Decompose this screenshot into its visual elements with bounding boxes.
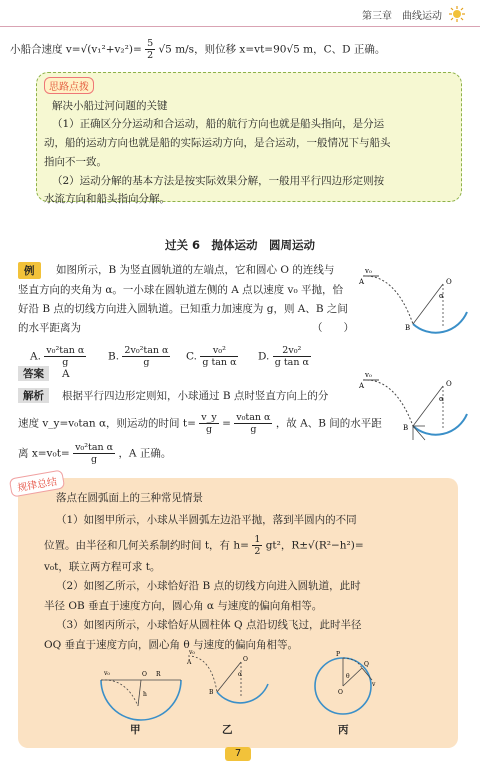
section-title: 过关 6 抛体运动 圆周运动 bbox=[164, 238, 315, 252]
option-a-n: v₀²tan α bbox=[46, 345, 85, 356]
law-p2d: 2 bbox=[254, 546, 261, 557]
option-c-fraction bbox=[200, 345, 238, 368]
option-a bbox=[30, 345, 86, 368]
intro-post: √5 m/s，则位移 x=vt=90√5 m，C、D 正确。 bbox=[158, 43, 386, 56]
law-p4: （2）如图乙所示，小球恰好沿 B 点的切线方向进入圆轨道，此时 bbox=[56, 580, 361, 592]
law-p2n: 1 bbox=[254, 534, 261, 545]
bing-theta-label: θ bbox=[346, 673, 350, 680]
option-d-fraction bbox=[273, 345, 311, 368]
analysis-l2a: 速度 v_y=v₀tan α，则运动的时间 t= bbox=[18, 417, 196, 430]
fig2-b-label: B bbox=[403, 424, 409, 432]
page-number: 7 bbox=[225, 747, 251, 761]
think-p5: （2）运动分解的基本方法是按实际效果分解，一般用平行四边形定则按 bbox=[52, 175, 385, 187]
fig2-o-label: O bbox=[446, 380, 452, 388]
chapter-header: 第三章 曲线运动 bbox=[362, 11, 442, 22]
analysis-frac3 bbox=[73, 442, 115, 465]
answer-value: A bbox=[62, 368, 70, 380]
option-c-d: g tan α bbox=[202, 357, 237, 368]
header-ornament-icon bbox=[448, 5, 466, 23]
think-p1: 解决小船过河问题的关键 bbox=[52, 100, 168, 112]
law-p2 bbox=[44, 534, 444, 557]
option-d-d: g tan α bbox=[274, 357, 309, 368]
fig1-o-label: O bbox=[446, 278, 452, 286]
option-c-label: C. bbox=[186, 350, 197, 363]
analysis-f3n: v₀²tan α bbox=[75, 442, 114, 453]
example-line-2: 竖直方向的夹角为 α。一小球在圆轨道左侧的 A 点以速度 v₀ 平抛，恰 bbox=[18, 284, 344, 296]
analysis-line-1: 根据平行四边形定则知，小球通过 B 点时竖直方向上的分 bbox=[62, 390, 329, 402]
analysis-frac1 bbox=[199, 412, 218, 435]
yi-v0-label: v₀ bbox=[189, 649, 195, 656]
option-a-d: g bbox=[62, 357, 69, 368]
caption-bing: 丙 bbox=[338, 724, 349, 736]
yi-b-label: B bbox=[209, 689, 214, 696]
analysis-figure bbox=[355, 368, 470, 446]
bing-v-label: v bbox=[372, 681, 376, 688]
fig2-a-label: A bbox=[359, 382, 365, 390]
fig2-alpha-label: α bbox=[439, 395, 444, 403]
caption-jia: 甲 bbox=[130, 724, 141, 736]
yi-o-label: O bbox=[243, 656, 248, 663]
intro-line bbox=[10, 38, 385, 61]
yi-alpha-label: α bbox=[238, 671, 243, 678]
think-tag: 思路点拨 bbox=[44, 77, 94, 94]
intro-pre: 小船合速度 v=√(v₁²+v₂²)= bbox=[10, 43, 142, 56]
option-d-n: 2v₀² bbox=[273, 345, 311, 357]
law-p7: OQ 垂直于速度方向，圆心角 θ 与速度的偏向角相等。 bbox=[44, 639, 299, 651]
fig1-v0-label: v₀ bbox=[365, 267, 372, 275]
analysis-f1n: v_y bbox=[201, 412, 217, 423]
think-p4: 指向不一致。 bbox=[44, 156, 107, 168]
option-b-d: g bbox=[143, 357, 150, 368]
example-line-1: 如图所示，B 为竖直圆轨道的左端点，它和圆心 O 的连线与 bbox=[56, 264, 335, 276]
bing-q-label: Q bbox=[364, 661, 369, 668]
option-d-label: D. bbox=[258, 350, 270, 363]
law-p2-fraction bbox=[252, 534, 262, 557]
law-p3: v₀t，联立两方程可求 t。 bbox=[44, 561, 161, 573]
intro-frac-d: 2 bbox=[147, 50, 154, 61]
option-c bbox=[186, 345, 238, 368]
think-p3: 动，船的运动方向也就是船的实际运动方向，是合运动，一般情况下与船头 bbox=[44, 137, 391, 149]
analysis-l3a: 离 x=v₀t= bbox=[18, 447, 70, 460]
intro-fraction bbox=[145, 38, 155, 61]
analysis-l2b: ，故 A、B 间的水平距 bbox=[275, 417, 382, 430]
law-p0: 落点在圆弧面上的三种常见情景 bbox=[56, 492, 203, 504]
analysis-f2d: g bbox=[250, 424, 257, 435]
fig2-v0-label: v₀ bbox=[365, 371, 372, 379]
analysis-eq: = bbox=[222, 417, 231, 430]
caption-yi: 乙 bbox=[222, 724, 233, 736]
example-tag: 例 bbox=[18, 262, 41, 279]
option-d bbox=[258, 345, 311, 368]
option-a-label: A. bbox=[30, 350, 41, 363]
fig1-b-label: B bbox=[405, 324, 411, 332]
example-line-4: 的水平距离为 bbox=[18, 322, 81, 334]
fig1-a-label: A bbox=[359, 278, 365, 286]
law-p2a: 位置。由半径和几何关系制约时间 t，有 h= bbox=[44, 539, 249, 552]
figure-yi bbox=[183, 648, 273, 716]
example-line-3: 好沿 B 点的切线方向进入圆轨道。已知重力加速度为 g，则 A、B 之间 bbox=[18, 303, 348, 315]
analysis-frac2 bbox=[234, 412, 272, 435]
analysis-line-2 bbox=[18, 412, 382, 435]
fig1-alpha-label: α bbox=[439, 292, 444, 300]
jia-r-label: R bbox=[156, 671, 161, 678]
example-bracket: （ ） bbox=[312, 322, 354, 334]
bing-p-label: P bbox=[336, 651, 341, 658]
jia-v0-label: v₀ bbox=[104, 670, 110, 677]
option-b-n: 2v₀²tan α bbox=[124, 345, 169, 356]
example-figure bbox=[355, 262, 470, 342]
yi-a-label: A bbox=[187, 659, 192, 666]
law-p6: （3）如图丙所示，小球恰好从圆柱体 Q 点沿切线飞过，此时半径 bbox=[56, 619, 362, 631]
analysis-tag: 解析 bbox=[18, 388, 49, 403]
think-p2: （1）正确区分分运动和合运动，船的航行方向也就是船头指向，是分运 bbox=[52, 118, 385, 130]
header-divider bbox=[0, 26, 480, 27]
law-p5: 半径 OB 垂直于速度方向，圆心角 α 与速度的偏向角相等。 bbox=[44, 600, 323, 612]
intro-frac-n: 5 bbox=[147, 38, 154, 49]
bing-o-label: O bbox=[338, 689, 343, 696]
analysis-l3b: ，A 正确。 bbox=[118, 447, 172, 460]
figure-bing bbox=[310, 648, 380, 720]
option-b-fraction bbox=[122, 345, 170, 368]
option-c-n: v₀² bbox=[200, 345, 238, 357]
jia-h-label: h bbox=[143, 691, 147, 698]
figure-jia bbox=[96, 660, 186, 722]
option-b-label: B. bbox=[108, 350, 120, 363]
option-b bbox=[108, 345, 170, 368]
answer-tag: 答案 bbox=[18, 366, 49, 381]
law-p1: （1）如图甲所示，小球从半圆弧左边沿平抛，落到半圆内的不同 bbox=[56, 514, 357, 526]
analysis-f1d: g bbox=[205, 424, 213, 435]
think-p6: 水流方向和船头指向分解。 bbox=[44, 193, 170, 205]
law-tag: 规律总结 bbox=[9, 469, 65, 497]
analysis-f3d: g bbox=[91, 454, 98, 465]
jia-o-label: O bbox=[142, 671, 147, 678]
analysis-line-3 bbox=[18, 442, 171, 465]
law-p2b: gt²，R±√(R²−h²)= bbox=[265, 539, 364, 552]
analysis-f2n: v₀tan α bbox=[236, 412, 271, 423]
